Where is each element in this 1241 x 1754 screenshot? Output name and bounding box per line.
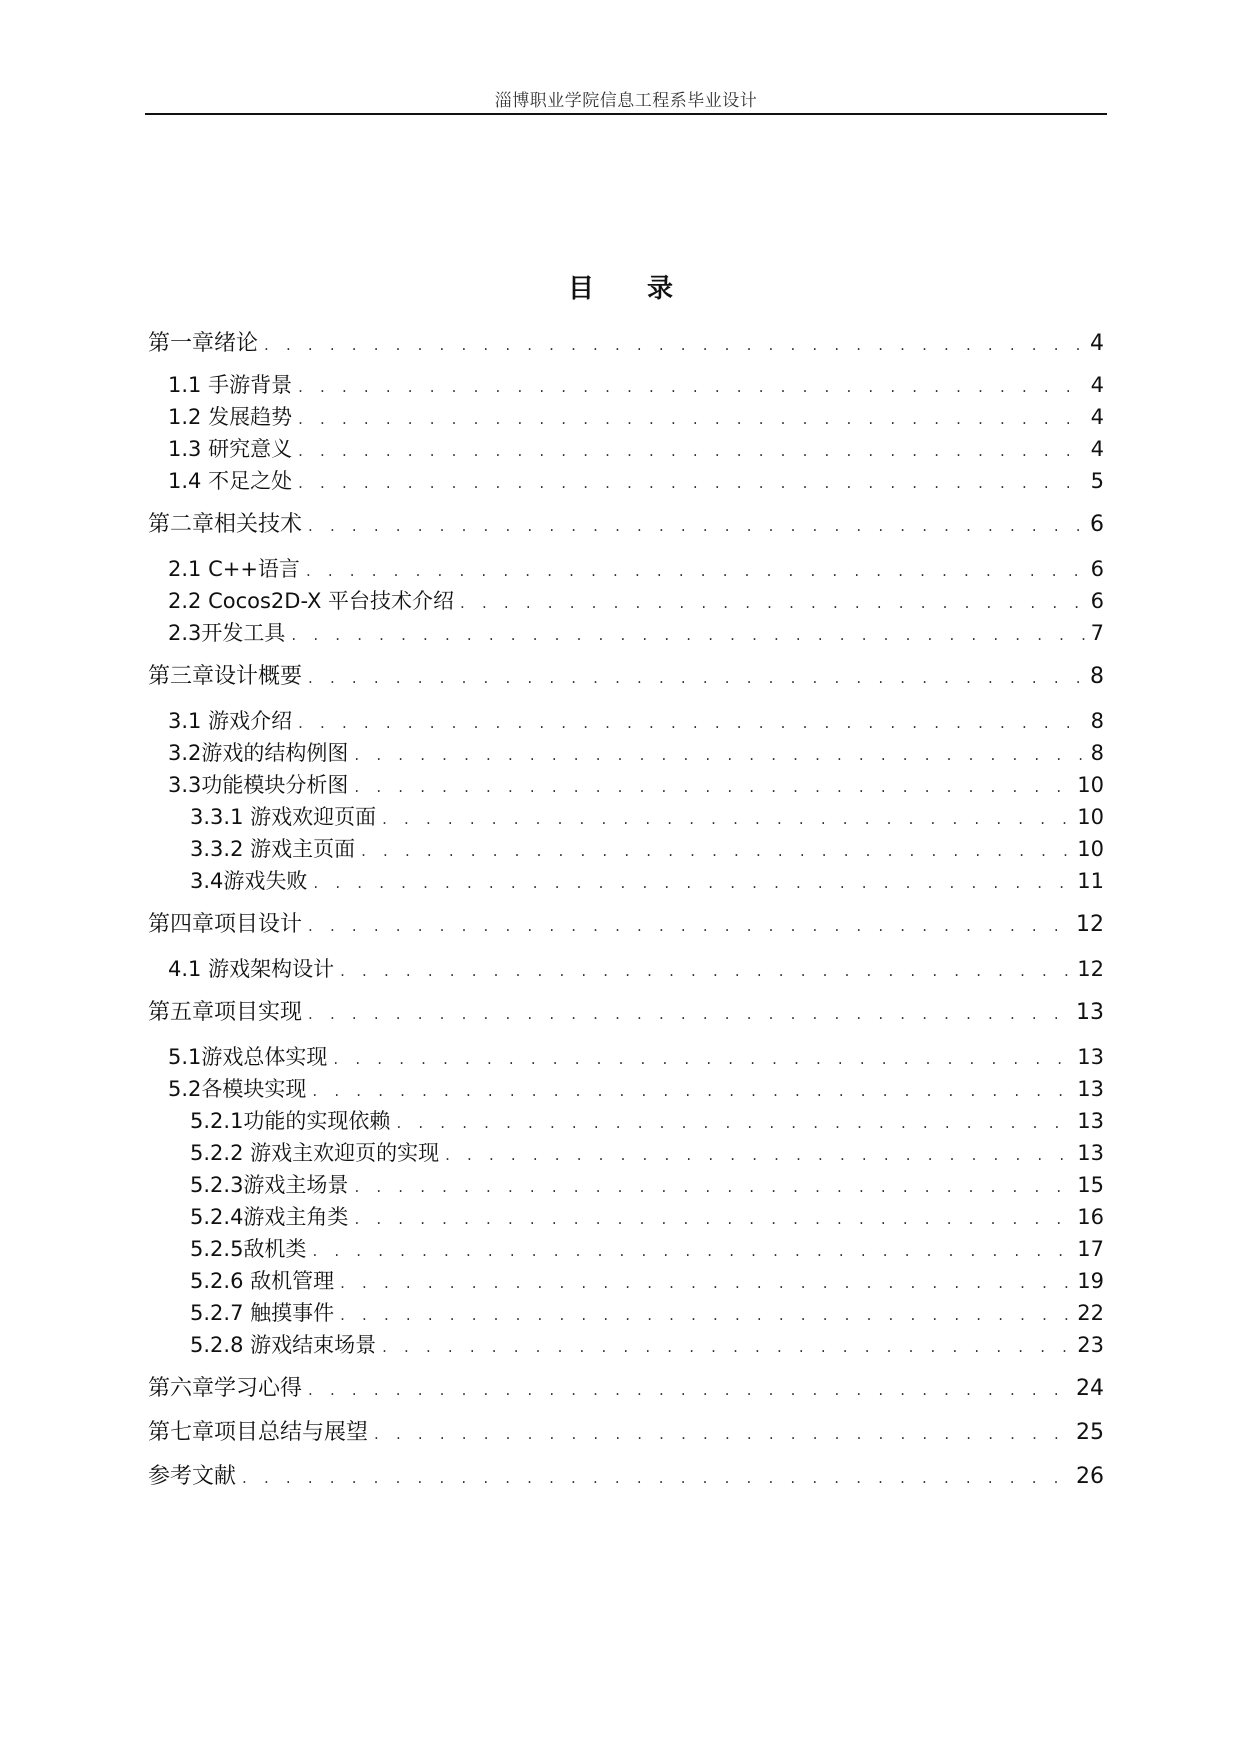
toc-entry-label: 3.4游戏失败 [190, 869, 308, 893]
toc-entry[interactable] [190, 1332, 1104, 1360]
toc-dot-leader [298, 438, 1087, 464]
toc-entry[interactable] [148, 1464, 1104, 1492]
toc-entry-page-number: 13 [1077, 1109, 1104, 1133]
toc-entry[interactable] [168, 1044, 1104, 1072]
toc-entry-page-number: 6 [1090, 557, 1104, 581]
toc-entry-page-number: 16 [1077, 1205, 1104, 1229]
toc-dot-leader [313, 870, 1073, 896]
toc-entry[interactable] [168, 556, 1104, 584]
toc-entry-page-number: 11 [1077, 869, 1104, 893]
toc-entry-label: 3.2游戏的结构例图 [168, 741, 349, 765]
toc-entry[interactable] [168, 436, 1104, 464]
toc-entry-label: 5.2各模块实现 [168, 1077, 307, 1101]
toc-dot-leader [291, 622, 1086, 648]
toc-entry[interactable] [168, 1076, 1104, 1104]
toc-entry-page-number: 4 [1090, 405, 1104, 429]
toc-dot-leader [382, 1334, 1073, 1360]
toc-entry-label: 1.2 发展趋势 [168, 405, 293, 429]
toc-dot-leader [306, 558, 1087, 584]
toc-entry[interactable] [168, 404, 1104, 432]
toc-dot-leader [333, 1046, 1073, 1072]
toc-entry-label: 5.2.7 触摸事件 [190, 1301, 335, 1325]
toc-entry-label: 5.1游戏总体实现 [168, 1045, 328, 1069]
toc-dot-leader [308, 665, 1086, 691]
toc-entry-label: 2.3开发工具 [168, 621, 286, 645]
toc-entry[interactable] [190, 804, 1104, 832]
toc-entry[interactable] [168, 468, 1104, 496]
toc-entry-page-number: 13 [1076, 1000, 1104, 1025]
toc-entry-label: 2.2 Cocos2D-X 平台技术介绍 [168, 589, 455, 613]
toc-entry-label: 5.2.3游戏主场景 [190, 1173, 349, 1197]
toc-entry[interactable] [148, 512, 1104, 540]
toc-entry-page-number: 13 [1077, 1141, 1104, 1165]
toc-entry-label: 2.1 C++语言 [168, 557, 300, 581]
toc-entry-page-number: 19 [1077, 1269, 1104, 1293]
toc-dot-leader [298, 470, 1087, 496]
toc-entry[interactable] [190, 1204, 1104, 1232]
toc-dot-leader [445, 1142, 1073, 1168]
toc-entry[interactable] [190, 868, 1104, 896]
toc-entry[interactable] [148, 912, 1104, 940]
toc-entry[interactable] [190, 1300, 1104, 1328]
toc-entry[interactable] [190, 1172, 1104, 1200]
toc-entry-label: 5.2.1功能的实现依赖 [190, 1109, 391, 1133]
toc-entry-page-number: 5 [1090, 469, 1104, 493]
toc-entry-page-number: 26 [1076, 1464, 1104, 1489]
toc-dot-leader [312, 1238, 1073, 1264]
toc-entry-page-number: 10 [1077, 837, 1104, 861]
toc-dot-leader [242, 1465, 1072, 1491]
toc-entry-label: 5.2.4游戏主角类 [190, 1205, 349, 1229]
toc-entry[interactable] [148, 331, 1104, 359]
toc-entry[interactable] [190, 1268, 1104, 1296]
toc-entry-label: 第二章相关技术 [148, 512, 303, 537]
toc-dot-leader [354, 742, 1086, 768]
toc-entry-page-number: 12 [1076, 912, 1104, 937]
toc-entry-page-number: 22 [1077, 1301, 1104, 1325]
toc-entry-label: 3.1 游戏介绍 [168, 709, 293, 733]
toc-entry-page-number: 8 [1090, 664, 1104, 689]
toc-dot-leader [298, 374, 1087, 400]
toc-dot-leader [340, 958, 1073, 984]
toc-entry-label: 第三章设计概要 [148, 664, 303, 689]
toc-entry-page-number: 8 [1090, 709, 1104, 733]
toc-entry[interactable] [148, 664, 1104, 692]
toc-entry-page-number: 8 [1090, 741, 1104, 765]
toc-entry-label: 5.2.8 游戏结束场景 [190, 1333, 377, 1357]
toc-dot-leader [354, 1206, 1073, 1232]
toc-dot-leader [374, 1421, 1072, 1447]
toc-dot-leader [382, 806, 1073, 832]
toc-entry-label: 3.3功能模块分析图 [168, 773, 349, 797]
toc-entry-label: 第六章学习心得 [148, 1376, 303, 1401]
toc-dot-leader [312, 1078, 1073, 1104]
toc-entry[interactable] [148, 1420, 1104, 1448]
toc-entry-page-number: 13 [1077, 1077, 1104, 1101]
toc-entry-page-number: 25 [1076, 1420, 1104, 1445]
toc-entry[interactable] [190, 1108, 1104, 1136]
toc-entry[interactable] [190, 836, 1104, 864]
running-header: 淄博职业学院信息工程系毕业设计 [494, 91, 758, 111]
toc-entry-label: 4.1 游戏架构设计 [168, 957, 335, 981]
toc-dot-leader [298, 406, 1087, 432]
toc-dot-leader [460, 590, 1087, 616]
toc-entry-page-number: 7 [1090, 621, 1104, 645]
toc-entry[interactable] [168, 708, 1104, 736]
toc-entry-label: 1.4 不足之处 [168, 469, 293, 493]
toc-title: 目 录 [567, 274, 696, 304]
toc-entry-page-number: 4 [1090, 331, 1104, 356]
toc-entry[interactable] [148, 1000, 1104, 1028]
toc-entry[interactable] [168, 740, 1104, 768]
toc-entry-label: 3.3.1 游戏欢迎页面 [190, 805, 377, 829]
toc-entry[interactable] [168, 588, 1104, 616]
toc-entry[interactable] [168, 372, 1104, 400]
toc-entry-label: 第四章项目设计 [148, 912, 303, 937]
toc-entry-page-number: 17 [1077, 1237, 1104, 1261]
toc-entry-page-number: 6 [1090, 589, 1104, 613]
toc-entry-label: 第五章项目实现 [148, 1000, 303, 1025]
toc-entry-page-number: 4 [1090, 437, 1104, 461]
toc-entry-label: 第七章项目总结与展望 [148, 1420, 369, 1445]
toc-entry[interactable] [168, 772, 1104, 800]
toc-dot-leader [264, 332, 1086, 358]
toc-entry[interactable] [190, 1236, 1104, 1264]
toc-entry-label: 1.3 研究意义 [168, 437, 293, 461]
toc-dot-leader [361, 838, 1073, 864]
toc-entry-page-number: 23 [1077, 1333, 1104, 1357]
toc-dot-leader [308, 513, 1086, 539]
toc-dot-leader [340, 1270, 1073, 1296]
toc-dot-leader [340, 1302, 1073, 1328]
toc-entry[interactable] [168, 956, 1104, 984]
toc-dot-leader [308, 913, 1072, 939]
toc-dot-leader [354, 1174, 1073, 1200]
toc-entry-label: 1.1 手游背景 [168, 373, 293, 397]
toc-entry-page-number: 15 [1077, 1173, 1104, 1197]
toc-entry[interactable] [190, 1140, 1104, 1168]
toc-dot-leader [396, 1110, 1073, 1136]
toc-entry-page-number: 12 [1077, 957, 1104, 981]
toc-dot-leader [298, 710, 1087, 736]
toc-dot-leader [308, 1377, 1072, 1403]
toc-entry[interactable] [148, 1376, 1104, 1404]
toc-entry-page-number: 24 [1076, 1376, 1104, 1401]
toc-entry-label: 5.2.5敌机类 [190, 1237, 307, 1261]
toc-entry-page-number: 10 [1077, 805, 1104, 829]
toc-entry-label: 参考文献 [148, 1464, 237, 1489]
toc-entry-label: 3.3.2 游戏主页面 [190, 837, 356, 861]
toc-entry-label: 5.2.6 敌机管理 [190, 1269, 335, 1293]
toc-entry-page-number: 10 [1077, 773, 1104, 797]
toc-entry-label: 第一章绪论 [148, 331, 259, 356]
toc-entry-page-number: 13 [1077, 1045, 1104, 1069]
toc-entry-page-number: 4 [1090, 373, 1104, 397]
toc-entry-label: 5.2.2 游戏主欢迎页的实现 [190, 1141, 440, 1165]
toc-dot-leader [354, 774, 1073, 800]
toc-dot-leader [308, 1001, 1072, 1027]
toc-entry[interactable] [168, 620, 1104, 648]
toc-entry-page-number: 6 [1090, 512, 1104, 537]
